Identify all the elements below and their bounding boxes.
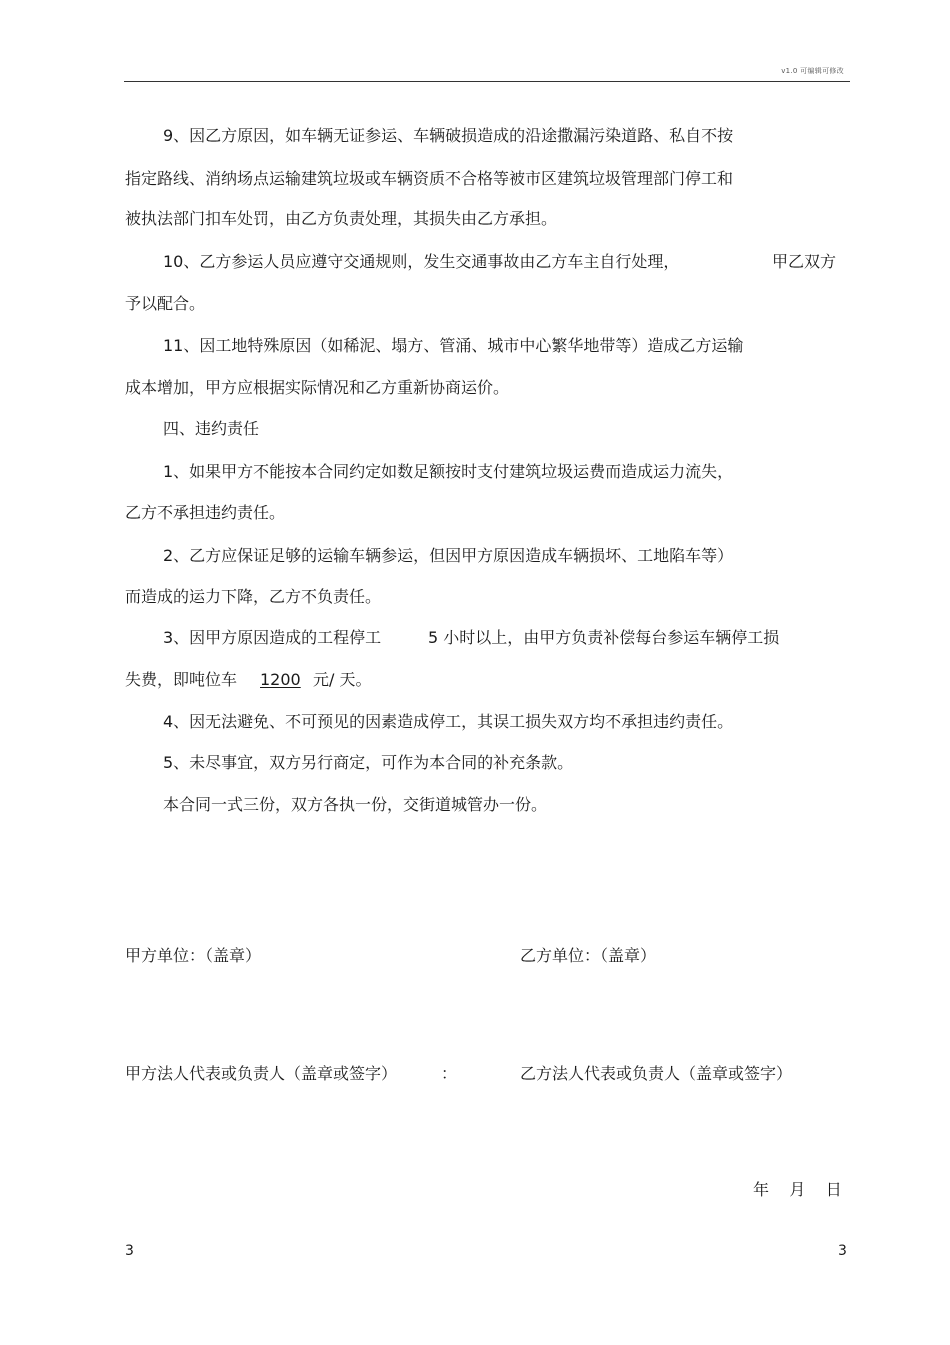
party-a-rep: 甲方法人代表或负责人（盖章或签字） — [125, 1064, 398, 1083]
clause-11-line-1: 11、因工地特殊原因（如稀泥、塌方、管涌、城市中心繁华地带等）造成乙方运输 — [163, 336, 744, 355]
page-number-left: 3 — [125, 1243, 134, 1259]
breach-2-line-1: 2、乙方应保证足够的运输车辆参运，但因甲方原因造成车辆损坏、工地陷车等） — [163, 546, 734, 565]
breach-1-line-2: 乙方不承担违约责任。 — [125, 503, 286, 522]
version-tag: v1.0 可编辑可修改 — [781, 67, 844, 75]
breach-5: 5、未尽事宜，双方另行商定，可作为本合同的补充条款。 — [163, 753, 574, 772]
rep-colon: ： — [441, 1064, 458, 1083]
breach-4: 4、因无法避免、不可预见的因素造成停工，其误工损失双方均不承担违约责任。 — [163, 712, 734, 731]
clause-9-line-3: 被执法部门扣车处罚，由乙方负责处理，其损失由乙方承担。 — [125, 209, 558, 228]
section-heading-breach: 四、违约责任 — [163, 419, 260, 438]
party-a-unit: 甲方单位：（盖章） — [125, 946, 262, 965]
clause-11-line-2: 成本增加，甲方应根据实际情况和乙方重新协商运价。 — [125, 378, 510, 397]
header-rule — [124, 81, 850, 82]
breach-3-line-1b: 5 小时以上，由甲方负责补偿每台参运车辆停工损 — [428, 628, 780, 647]
breach-2-line-2: 而造成的运力下降，乙方不负责任。 — [125, 587, 382, 606]
breach-3-line-2a: 失费，即吨位车 — [125, 670, 238, 689]
breach-3-line-1a: 3、因甲方原因造成的工程停工 — [163, 628, 382, 647]
clause-10-line-1: 10、乙方参运人员应遵守交通规则，发生交通事故由乙方车主自行处理， — [163, 252, 680, 271]
clause-9-line-1: 9、因乙方原因，如车辆无证参运、车辆破损造成的沿途撒漏污染道路、私自不按 — [163, 126, 734, 145]
rate-unit: 元/ 天。 — [313, 670, 372, 689]
breach-1-line-1: 1、如果甲方不能按本合同约定如数足额按时支付建筑垃圾运费而造成运力流失， — [163, 462, 734, 481]
party-b-unit: 乙方单位：（盖章） — [520, 946, 657, 965]
date-line: 年 月 日 — [753, 1180, 842, 1199]
rate-value: 1200 — [260, 670, 301, 689]
copies-clause: 本合同一式三份，双方各执一份，交街道城管办一份。 — [163, 795, 548, 814]
page-number-right: 3 — [838, 1243, 847, 1259]
clause-9-line-2: 指定路线、消纳场点运输建筑垃圾或车辆资质不合格等被市区建筑垃圾管理部门停工和 — [125, 169, 734, 188]
clause-10-line-1-tail: 甲乙双方 — [772, 252, 837, 271]
clause-10-line-2: 予以配合。 — [125, 294, 206, 313]
party-b-rep: 乙方法人代表或负责人（盖章或签字） — [520, 1064, 793, 1083]
